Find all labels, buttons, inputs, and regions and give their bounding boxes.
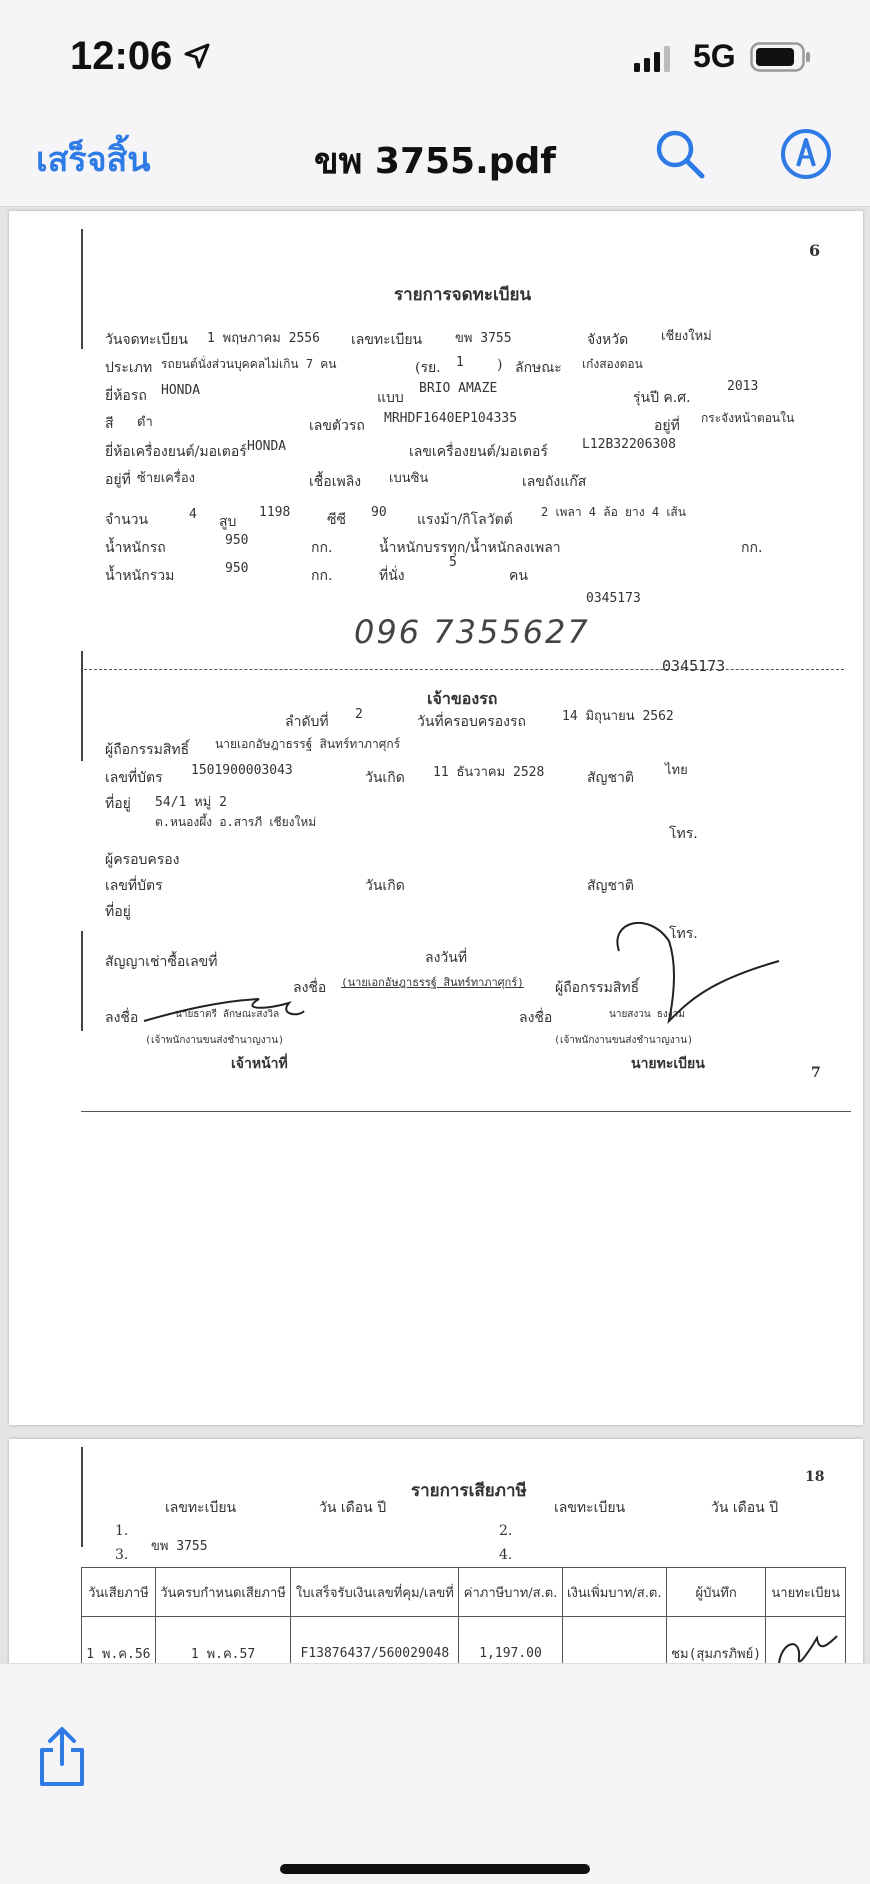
value: ขพ 3755: [455, 331, 512, 346]
value: 11 ธันวาคม 2528: [433, 765, 545, 780]
label: คน: [509, 568, 528, 584]
header-extra: เงินเพิ่มบาท/ส.ต.: [562, 1568, 666, 1617]
label: วันที่ครอบครองรถ: [417, 714, 526, 730]
value: 2013: [727, 379, 759, 394]
label: วัน เดือน ปี: [319, 1500, 387, 1516]
margin-line: [81, 229, 83, 349]
search-icon[interactable]: [652, 126, 708, 182]
label: 3.: [115, 1547, 129, 1563]
nav-bar: [0, 110, 870, 207]
label: จังหวัด: [587, 332, 629, 348]
label: เชื้อเพลิง: [309, 474, 362, 490]
label: ที่อยู่: [105, 796, 131, 812]
status-time: 12:06: [70, 34, 173, 78]
label: สัญชาติ: [587, 878, 634, 894]
page-corner-number: 18: [805, 1469, 825, 1485]
value: รถยนต์นั่งส่วนบุคคลไม่เกิน 7 คน: [161, 357, 337, 371]
label: วันเกิด: [365, 878, 405, 894]
markup-icon[interactable]: [778, 126, 834, 182]
label: วันเกิด: [365, 770, 405, 786]
label: นายทะเบียน: [631, 1056, 705, 1072]
label: จำนวน: [105, 512, 149, 528]
cell-tax-date: 1 พ.ค.56: [82, 1617, 156, 1664]
label: กก.: [311, 540, 333, 556]
document-title: ขพ 3755.pdf: [314, 141, 556, 182]
label: เลขทะเบียน: [165, 1500, 237, 1516]
label: ยี่ห้อรถ: [105, 388, 147, 404]
signature-mark: [771, 1628, 841, 1663]
label: สัญญาเช่าซื้อเลขที่: [105, 954, 218, 970]
signature-mark: [599, 911, 789, 1031]
header-tax-amount: ค่าภาษีบาท/ส.ต.: [459, 1568, 562, 1617]
label: น้ำหนักรถ: [105, 540, 166, 556]
value: 54/1 หมู่ 2: [155, 795, 227, 810]
registration-heading: รายการจดทะเบียน: [394, 285, 532, 305]
owner-heading: เจ้าของรถ: [427, 689, 498, 708]
handwritten-phone: 096 7355627: [354, 613, 590, 651]
value: 1: [456, 355, 464, 370]
signature-mark: [139, 981, 309, 1031]
label: เลขถังแก๊ส: [522, 474, 587, 490]
value: 950: [225, 561, 249, 576]
cell-registrar: [766, 1617, 846, 1664]
value: 5: [449, 555, 457, 570]
label: ลงชื่อ: [105, 1010, 139, 1026]
label: เลขที่บัตร: [105, 770, 163, 786]
cell-tax-amount: 1,197.00: [459, 1617, 562, 1664]
bottom-toolbar: [0, 1663, 870, 1884]
signal-icon: [634, 46, 674, 72]
pdf-page-1: [9, 211, 863, 1425]
value: เชียงใหม่: [661, 329, 712, 344]
stamp-number: 0345173: [662, 657, 726, 675]
label: ประเภท: [105, 360, 153, 376]
label: กก.: [741, 540, 763, 556]
value: 4: [189, 507, 197, 522]
share-icon[interactable]: [36, 1726, 88, 1788]
cell-due-date: 1 พ.ค.57: [155, 1617, 291, 1664]
cell-extra: [562, 1617, 666, 1664]
pdf-page-2: [9, 1439, 863, 1663]
network-type: 5G: [693, 38, 736, 74]
label: เลขเครื่องยนต์/มอเตอร์: [409, 444, 548, 460]
value: 2 เพลา 4 ล้อ ยาง 4 เส้น: [541, 505, 686, 519]
value: 14 มิถุนายน 2562: [562, 709, 674, 724]
label: ผู้ถือกรรมสิทธิ์: [555, 980, 640, 996]
label: โทร.: [669, 926, 698, 942]
value: ขพ 3755: [151, 1539, 208, 1554]
label: ยี่ห้อเครื่องยนต์/มอเตอร์: [105, 444, 247, 460]
tax-heading: รายการเสียภาษี: [411, 1481, 527, 1501]
value: (เจ้าพนักงานขนส่งชำนาญงาน): [554, 1035, 694, 1046]
label: รุ่นปี ค.ศ.: [633, 390, 691, 406]
value: กระจังหน้าตอนใน: [701, 411, 795, 425]
pdf-viewer[interactable]: [0, 207, 870, 1663]
margin-line: [81, 931, 83, 1031]
label: อยู่ที่: [105, 472, 131, 488]
value: นายธาตรี ลักษณะสงวิล: [175, 1009, 280, 1020]
label: เลขทะเบียน: [351, 332, 423, 348]
value: นายสงวน ธงงาม: [609, 1009, 685, 1020]
label: แรงม้า/กิโลวัตต์: [417, 512, 513, 528]
label: ลงวันที่: [425, 950, 468, 966]
label: เลขตัวรถ: [309, 418, 365, 434]
cell-recorder: ชม(สุมภรภิพย์): [666, 1617, 766, 1664]
label: โทร.: [669, 826, 698, 842]
header-due-date: วันครบกำหนดเสียภาษี: [155, 1568, 291, 1617]
page-corner-number: 6: [809, 241, 821, 260]
label: เจ้าหน้าที่: [231, 1056, 288, 1072]
margin-line: [81, 1447, 83, 1547]
value: HONDA: [247, 439, 287, 454]
header-registrar: นายทะเบียน: [766, 1568, 846, 1617]
value: BRIO AMAZE: [419, 381, 498, 396]
label: ซีซี: [327, 512, 347, 528]
value: 1198: [259, 505, 291, 520]
done-button[interactable]: เสร็จสิ้น: [36, 140, 151, 180]
value: MRHDF1640EP104335: [384, 411, 518, 426]
value: L12B32206308: [582, 437, 676, 452]
value: ต.หนองผึ้ง อ.สารภี เชียงใหม่: [155, 815, 317, 829]
margin-line: [81, 651, 83, 761]
value: ดำ: [137, 415, 153, 430]
label: (รย.: [415, 360, 441, 376]
value: เก๋งสองตอน: [582, 357, 643, 371]
label: ที่นั่ง: [379, 568, 405, 584]
location-arrow-icon: [183, 42, 211, 70]
value: 2: [355, 707, 363, 722]
label: วันจดทะเบียน: [105, 332, 188, 348]
separator-line: [84, 669, 844, 671]
label: ): [497, 357, 503, 373]
label: เลขทะเบียน: [554, 1500, 626, 1516]
label: น้ำหนักบรรทุก/น้ำหนักลงเพลา: [379, 540, 561, 556]
value: 1 พฤษภาคม 2556: [207, 331, 320, 346]
value: เบนซิน: [389, 471, 429, 486]
label: ผู้ถือกรรมสิทธิ์: [105, 742, 190, 758]
label: สัญชาติ: [587, 770, 634, 786]
header-receipt: ใบเสร็จรับเงินเลขที่คุม/เลขที่: [291, 1568, 459, 1617]
battery-icon: [750, 42, 812, 72]
label: ลำดับที่: [285, 714, 329, 730]
value: ซ้ายเครื่อง: [137, 471, 196, 486]
bottom-border-line: [81, 1111, 851, 1112]
label: วัน เดือน ปี: [711, 1500, 779, 1516]
document-number: 0345173: [586, 591, 641, 606]
label: ผู้ครอบครอง: [105, 852, 180, 868]
value: นายเอกอัษฎาธรรฐ์ สินทร์ทาภาศุกร์: [215, 737, 401, 751]
status-bar: [0, 0, 870, 110]
value: ไทย: [665, 763, 688, 778]
value: 950: [225, 533, 249, 548]
header-recorder: ผู้บันทึก: [666, 1568, 766, 1617]
value: 1501900003043: [191, 763, 293, 778]
value: 90: [371, 505, 387, 520]
tax-table: [81, 1567, 846, 1663]
page-footer-number: 7: [811, 1065, 821, 1081]
label: อยู่ที่: [654, 418, 680, 434]
value: (เจ้าพนักงานขนส่งชำนาญงาน): [145, 1035, 285, 1046]
home-indicator: [280, 1864, 590, 1874]
label: 1.: [115, 1523, 129, 1539]
label: สี: [105, 416, 114, 432]
label: เลขที่บัตร: [105, 878, 163, 894]
label: ลงชื่อ: [519, 1010, 553, 1026]
label: ลงชื่อ: [293, 980, 327, 996]
table-row: [82, 1617, 846, 1664]
label: แบบ: [377, 390, 404, 406]
label: สูบ: [219, 514, 237, 530]
label: 2.: [499, 1523, 513, 1539]
value: (นายเอกอัษฎาธรรฐ์ สินทร์ทาภาศุกร์): [341, 976, 524, 989]
label: น้ำหนักรวม: [105, 568, 175, 584]
label: ที่อยู่: [105, 904, 131, 920]
label: กก.: [311, 568, 333, 584]
label: ลักษณะ: [515, 360, 562, 376]
value: HONDA: [161, 383, 201, 398]
cell-receipt: F13876437/560029048: [291, 1617, 459, 1664]
header-tax-date: วันเสียภาษี: [82, 1568, 156, 1617]
label: 4.: [499, 1547, 513, 1563]
